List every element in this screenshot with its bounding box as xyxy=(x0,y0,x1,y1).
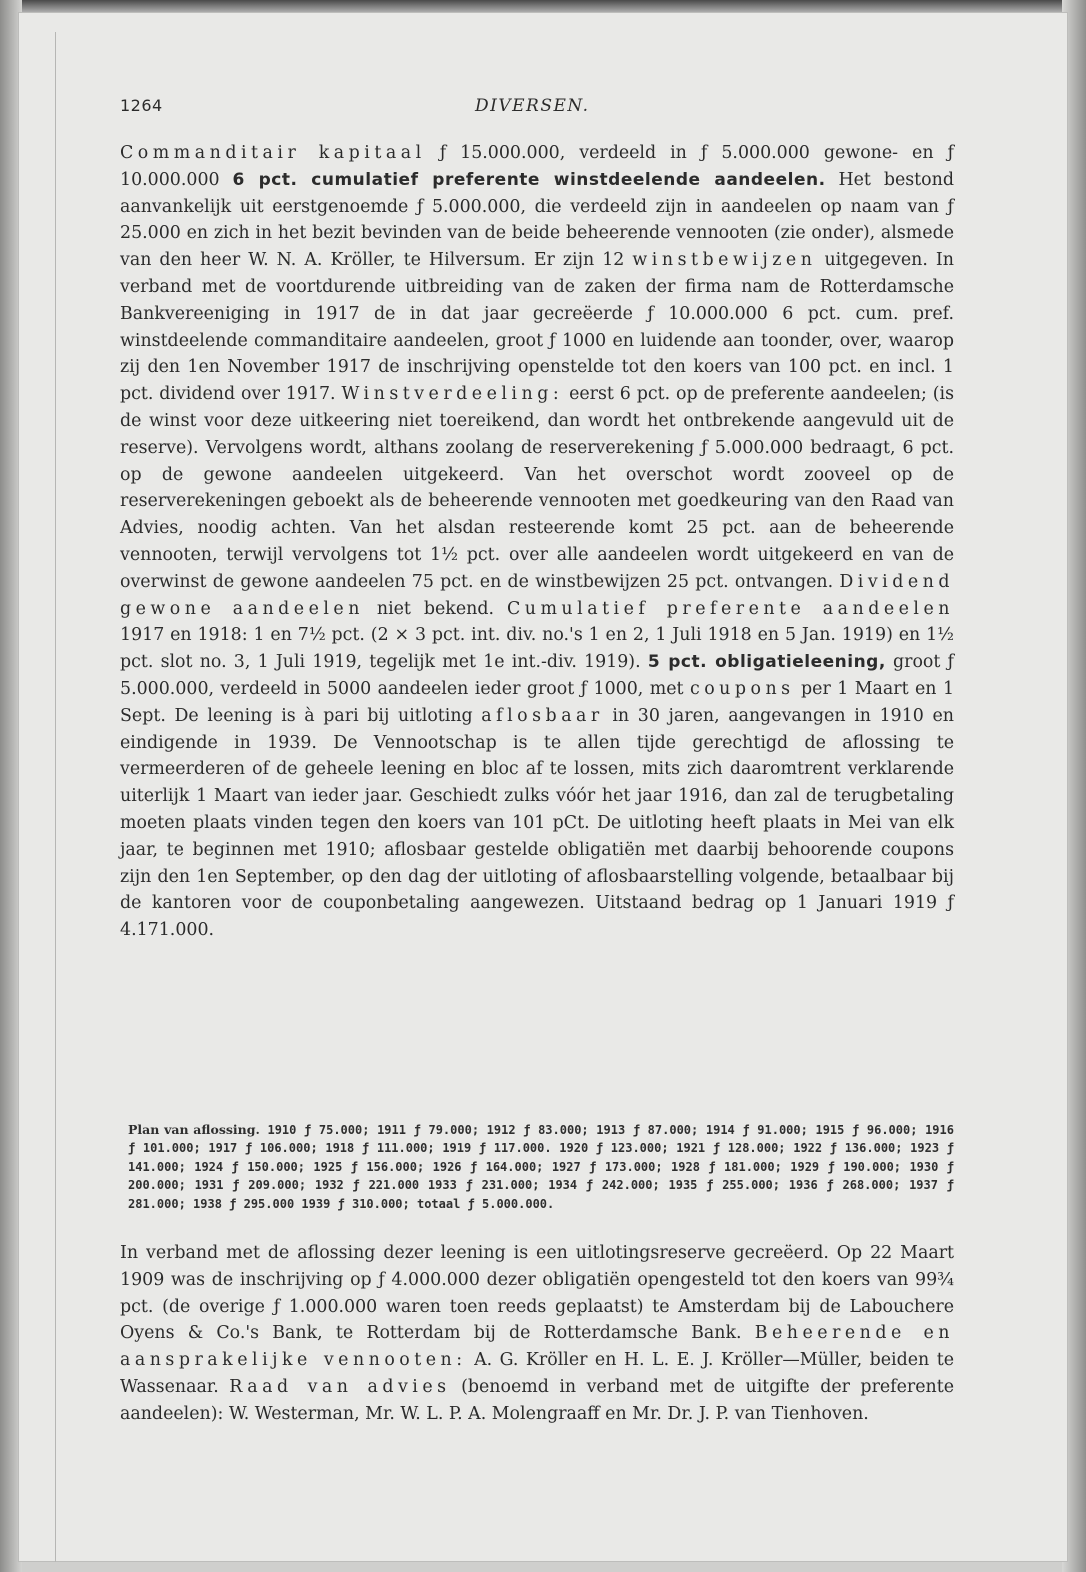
bold-heading: 6 pct. cumulatief preferente winstdeelende aandeelen. xyxy=(232,169,826,190)
text-run: groot ƒ 5.000.000, verdeeld in 5000 aandeelen ieder groot ƒ 1000, met xyxy=(120,652,954,699)
spaced-term: aflosbaar xyxy=(481,705,604,726)
spaced-term: Beheerende en aansprakelijke vennooten: xyxy=(120,1323,954,1371)
text-run: In verband met de aflossing dezer leening is een uitlotingsreserve gecreëerd. Op 22 Maart 1909 was de inschrijving op ƒ 4.000.000 dezer obligatiën opengesteld tot den koers van 99¾ pct. (de overige ƒ 1.000.000 waren toen reeds geplaatst) te Amsterdam bij de Labouchere Oyens & Co.'s Bank, te Rotterdam bij de Rotterdamsche Bank. xyxy=(120,1243,954,1344)
text-run: per 1 Maart en 1 Sept. De leening is à pari bij uitloting xyxy=(120,678,955,726)
spaced-term: winstbewijzen xyxy=(632,250,817,271)
text-run: in 30 jaren, aangevangen in 1910 en eindigende in 1939. De Vennootschap is te allen tijde gerechtigd de aflossing te vermeerderen of de geheele leening en bloc af te lossen, mits zich daaromtrent verklarende uiterlijk 1 Maart van ieder jaar. Geschiedt zulks vóór het jaar 1916, dan zal de terugbetaling moeten plaats vinden tegen den koers van 101 pCt. De uitloting heeft plaats in Mei van elk jaar, te beginnen met 1910; aflosbaar gestelde obligatiën met daarbij behoorende coupons zijn den 1en September, op den dag der uitloting of aflosbaarstelling volgende, betaalbaar bij de kantoren voor de couponbetaling aangewezen. Uitstaand bedrag op 1 Januari 1919 ƒ 4.171.000. xyxy=(120,705,954,941)
redemption-schedule xyxy=(128,1121,954,1213)
text-run: niet bekend. xyxy=(363,598,507,619)
second-paragraph xyxy=(120,1240,954,1428)
text-run: 1917 en 1918: 1 en 7½ pct. (2 × 3 pct. int. div. no.'s 1 en 2, 1 Juli 1918 en 5 Jan. 1919) en 1½ pct. slot no. 3, 1 Juli 1919, tegelijk met 1e int.-div. 1919). xyxy=(120,625,954,673)
page-number: 1264 xyxy=(120,96,163,115)
text-run: A. G. Kröller en H. L. E. J. Kröller—Müller, beiden te Wassenaar. xyxy=(120,1350,954,1397)
spaced-term: coupons xyxy=(689,678,795,699)
page-header xyxy=(120,96,960,126)
spaced-term: Raad van advies xyxy=(229,1376,451,1397)
text-run: uitgegeven. In verband met de voortdurende uitbreiding van de zaken der firma nam de Rotterdamsche Bankvereeniging in 1917 de in dat jaar gecreëerde ƒ 10.000.000 6 pct. cum. pref. winstdeelende commanditaire aandeelen, groot ƒ 1000 en luidende aan toonder, over, waarop zij den 1en November 1917 de inschrijving openstelde tot den koers van 100 pct. en incl. 1 pct. dividend over 1917. xyxy=(120,250,955,405)
text-run: eerst 6 pct. op de preferente aandeelen; (is de winst voor deze uitkeering niet toereikend, dan wordt het ontbrekende aangevuld uit de reserve). Vervolgens wordt, althans zoolang de reserverekening ƒ 5.000.000 bedraagt, 6 pct. op de gewone aandeelen uitgekeerd. Van het overschot wordt zooveel op de reserverekeningen geboekt als de beheerende vennooten met goedkeuring van den Raad van Advies, noodig achten. Van het alsdan resteerende komt 25 pct. aan de beheerende vennooten, terwijl vervolgens tot 1½ pct. over alle aandeelen wordt uitgekeerd en van de overwinst de gewone aandeelen 75 pct. en de winstbewijzen 25 pct. ontvangen. xyxy=(120,384,955,592)
bold-heading: 5 pct. obligatieleening, xyxy=(647,652,886,673)
spaced-term: Commanditair kapitaal xyxy=(120,143,426,163)
binding-line xyxy=(55,32,56,1562)
text-run: Het bestond aanvankelijk uit eerstgenoemde ƒ 5.000.000, die verdeeld zijn in aandeelen op naam van ƒ 25.000 en zich in het bezit bevinden van de beide beheerende vennooten (zie onder), alsmede van den heer W. N. A. Kröller, te Hilversum. Er zijn 12 xyxy=(120,169,954,271)
spaced-term: Dividend gewone aandeelen xyxy=(120,571,954,619)
text-run: ƒ 15.000.000, verdeeld in ƒ 5.000.000 gewone- en ƒ 10.000.000 xyxy=(120,143,954,190)
spaced-term: Winstverdeeling: xyxy=(341,384,564,405)
running-head: DIVERSEN. xyxy=(475,96,590,116)
main-paragraph xyxy=(120,140,954,944)
schedule-lead: Plan van aflossing. xyxy=(128,1122,260,1137)
spaced-term: Cumulatief preferente aandeelen xyxy=(506,598,954,619)
schedule-text: 1910 ƒ 75.000; 1911 ƒ 79.000; 1912 ƒ 83.000; 1913 ƒ 87.000; 1914 ƒ 91.000; 1915 ƒ 96.000; 1916 ƒ 101.000; 1917 ƒ 106.000; 1918 ƒ 111.000; 1919 ƒ 117.000. 1920 ƒ 123.000; 1921 ƒ 128.000; 1922 ƒ 136.000; 1923 ƒ 141.000; 1924 ƒ 150.000; 1925 ƒ 156.000; 1926 ƒ 164.000; 1927 ƒ 173.000; 1928 ƒ 181.000; 1929 ƒ 190.000; 1930 ƒ 200.000; 1931 ƒ 209.000; 1932 ƒ 221.000 1933 ƒ 231.000; 1934 ƒ 242.000; 1935 ƒ 255.000; 1936 ƒ 268.000; 1937 ƒ 281.000; 1938 ƒ 295.000 1939 ƒ 310.000; totaal ƒ 5.000.000. xyxy=(128,1123,954,1211)
text-run: (benoemd in verband met de uitgifte der preferente aandeelen): W. Westerman, Mr. W. L. P. A. Molengraaff en Mr. Dr. J. P. van Tienhoven. xyxy=(120,1376,954,1424)
